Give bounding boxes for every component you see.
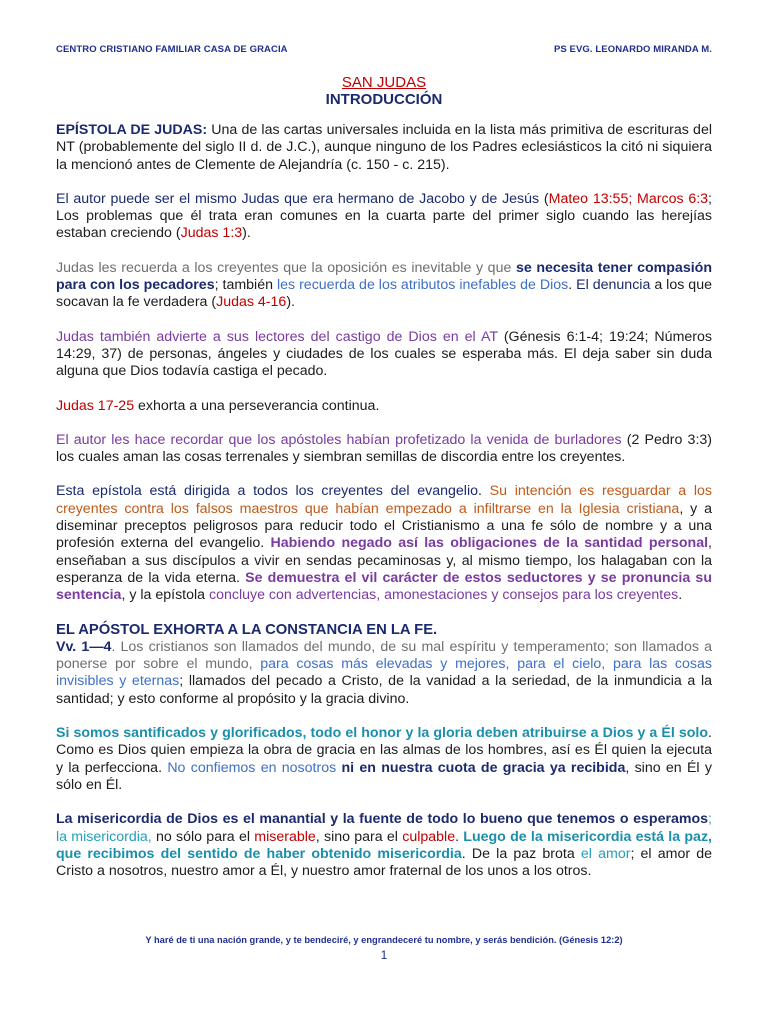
scripture-ref: Judas 1:3: [180, 225, 243, 242]
document-body: [56, 122, 712, 897]
paragraph-epistola: EPÍSTOLA DE JUDAS: Una de las cartas universales incluida en la lista más primitiva de escrituras del NT (probablemente del siglo II d. de J.C.), aunque ninguno de los Padres eclesiásticos la citó ni siquiera la mencionó antes de Clemente de Alejandría (c. 150 - c. 215).: [56, 122, 712, 173]
paragraph-burladores: El autor les hace recordar que los apóstoles habían profetizado la venida de burladores (2 Pedro 3:3) los cuales aman las cosas terrenales y siembran semillas de discordia entre los creyentes.: [56, 431, 712, 466]
paragraph-santificados: Si somos santificados y glorificados, todo el honor y la gloria deben atribuirse a Dios y a Él solo. Como es Dios quien empieza la obra de gracia en las almas de los hombres, así es Él quien la ejecuta y la perfecciona. No confiemos en nosotros ni en nuestra cuota de gracia ya recibida, sino en Él y sólo en Él.: [56, 725, 712, 793]
footer-verse: Y haré de ti una nación grande, y te bendeciré, y engrandeceré tu nombre, y serás bendición. (Génesis 12:2): [145, 935, 623, 945]
paragraph-castigo: Judas también advierte a sus lectores del castigo de Dios en el AT (Génesis 6:1-4; 19:24; Números 14:29, 37) de personas, ángeles y ciudades de los cuales se esperaba más. El deja saber sin duda alguna que Dios todavía castiga el pecado.: [56, 328, 712, 380]
header-left: CENTRO CRISTIANO FAMILIAR CASA DE GRACIA: [56, 44, 288, 55]
document-subtitle: INTRODUCCIÓN: [325, 91, 443, 108]
document-title: SAN JUDAS: [341, 74, 427, 91]
page-number: 1: [380, 948, 388, 962]
paragraph-label: EPÍSTOLA DE JUDAS:: [56, 122, 208, 138]
scripture-ref: Mateo 13:55; Marcos 6:3: [548, 190, 709, 207]
scripture-ref: Judas 4-16: [216, 294, 287, 311]
paragraph-misericordia: La misericordia de Dios es el manantial y la fuente de todo lo bueno que tenemos o esperamos; la misericordia, no sólo para el miserable, sino para el culpable. Luego de la misericordia está la paz, que recibimos del sentido de haber obtenido misericordia. De la paz brota el amor; el amor de Cristo a nosotros, nuestro amor a Él, y nuestro amor fraternal de los unos a los otros.: [56, 811, 713, 880]
paragraph-oposicion: Judas les recuerda a los creyentes que la oposición es inevitable y que se necesita tener compasión para con los pecadores; también les recuerda de los atributos inefables de Dios. El denuncia a los que socavan la fe verdadera (Judas 4-16).: [56, 259, 712, 311]
paragraph-constancia: Vv. 1—4. Los cristianos son llamados del mundo, de su mal espíritu y temperamento; son llamados a ponerse por sobre el mundo, para cosas más elevadas y mejores, para el cielo, para las cosas invisibles y eternas; llamados del pecado a Cristo, de la vanidad a la seriedad, de la inmundicia a la santidad; y esto conforme al propósito y la gracia divino.: [56, 638, 713, 707]
section-heading: EL APÓSTOL EXHORTA A LA CONSTANCIA EN LA FE.: [56, 621, 438, 638]
header-right: PS EVG. LEONARDO MIRANDA M.: [553, 44, 712, 55]
paragraph-proposito: Esta epístola está dirigida a todos los creyentes del evangelio. Su intención es resguardar a los creyentes contra los falsos maestros que habían empezado a infiltrarse en la Iglesia cristiana, y a diseminar preceptos peligrosos para reducir todo el Cristianismo a una fe sólo de nombre y a una profesión externa del evangelio. Habiendo negado así las obligaciones de la santidad personal, enseñaban a sus discípulos a vivir en sendas pecaminosas y, al mismo tiempo, los halagaban con la esperanza de la vida eterna. Se demuestra el vil carácter de estos seductores y se pronuncia su sentencia, y la epístola concluye con advertencias, amonestaciones y consejos para los creyentes.: [56, 483, 713, 604]
paragraph-autor: El autor puede ser el mismo Judas que era hermano de Jacobo y de Jesús (Mateo 13:55; Marcos 6:3; Los problemas que él trata eran comunes en la cuarta parte del primer siglo cuando las herejías estaban creciendo (Judas 1:3).: [56, 190, 712, 242]
paragraph-perseverancia: Judas 17-25 exhorta a una perseverancia continua.: [56, 397, 380, 414]
scripture-ref: Judas 17-25: [56, 397, 135, 414]
